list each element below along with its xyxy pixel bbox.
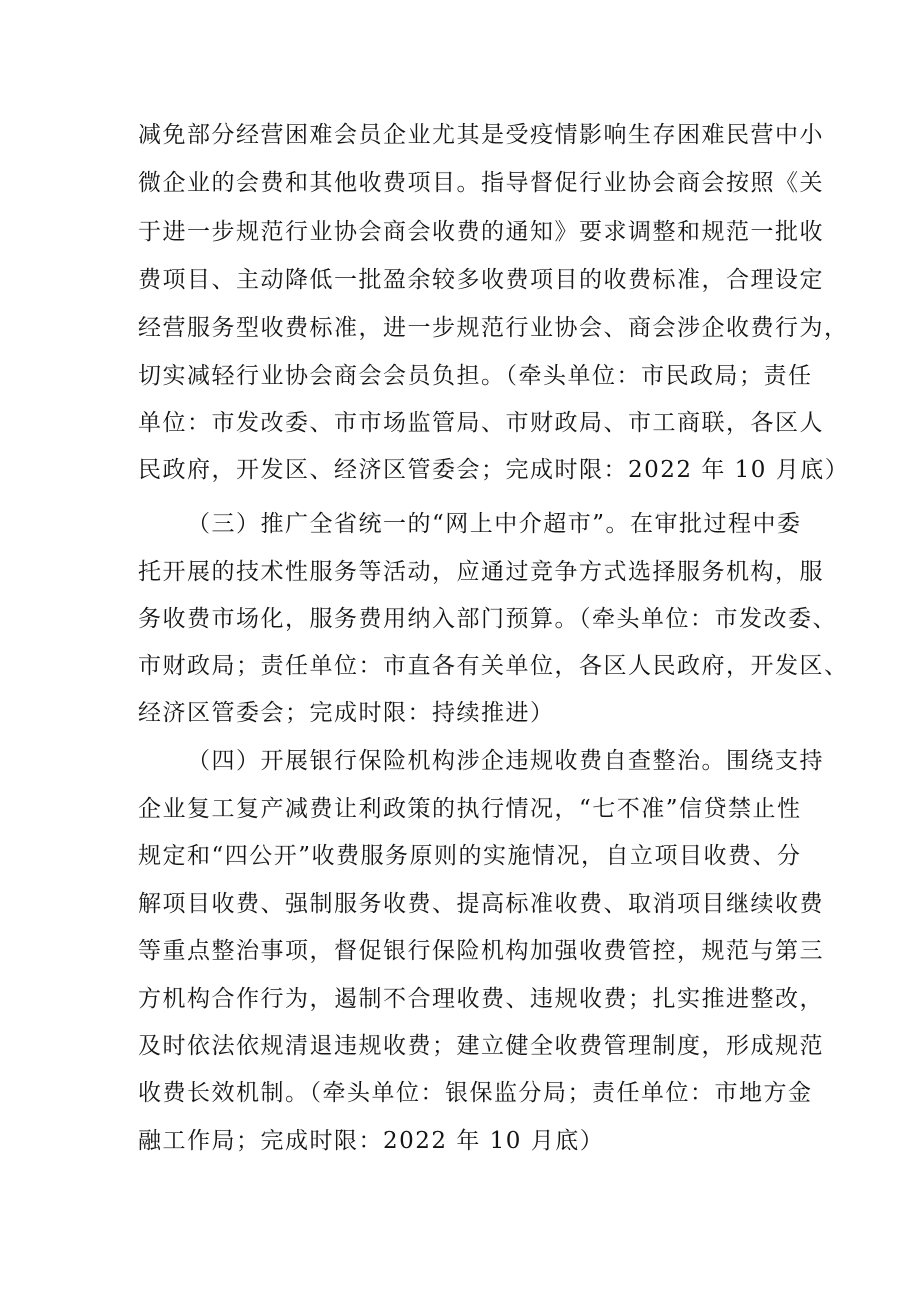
paragraph-line: 企业复工复产减费让利政策的执行情况，“七不准”信贷禁止性: [138, 796, 802, 822]
paragraph-line: 务收费市场化，服务费用纳入部门预算。（牵头单位：市发改委、: [138, 606, 837, 632]
paragraph-line: 市财政局；责任单位：市直各有关单位，各区人民政府，开发区、: [138, 653, 849, 679]
paragraph-line: 经济区管委会；完成时限：持续推进）: [138, 700, 555, 726]
paragraph-line: 规定和“四公开”收费服务原则的实施情况，自立项目收费、分: [138, 843, 802, 869]
section-heading-line: （三）推广全省统一的“网上中介超市”。在审批过程中委: [187, 511, 802, 537]
paragraph-line: 解项目收费、强制服务收费、提高标准收费、取消项目继续收费: [138, 891, 824, 917]
paragraph-line: 等重点整治事项，督促银行保险机构加强收费管控，规范与第三: [138, 938, 824, 964]
paragraph-line: 托开展的技术性服务等活动，应通过竞争方式选择服务机构，服: [138, 559, 824, 585]
paragraph-line: 融工作局；完成时限：2022 年 10 月底）: [138, 1128, 605, 1154]
paragraph-line: 及时依法依规清退违规收费；建立健全收费管理制度，形成规范: [138, 1033, 824, 1059]
paragraph-line: 微企业的会费和其他收费项目。指导督促行业协会商会按照《关: [138, 170, 824, 196]
paragraph-line: 费项目、主动降低一批盈余较多收费项目的收费标准，合理设定: [138, 267, 824, 293]
paragraph-line: 收费长效机制。（牵头单位：银保监分局；责任单位：市地方金: [138, 1080, 813, 1106]
paragraph-line: 方机构合作行为，遏制不合理收费、违规收费；扎实推进整改，: [138, 986, 824, 1012]
paragraph-line: 经营服务型收费标准，进一步规范行业协会、商会涉企收费行为，: [138, 315, 849, 341]
section-heading-line: （四）开展银行保险机构涉企违规收费自查整治。围绕支持: [187, 748, 824, 774]
paragraph-line: 减免部分经营困难会员企业尤其是受疫情影响生存困难民营中小: [138, 122, 824, 148]
paragraph-line: 民政府，开发区、经济区管委会；完成时限：2022 年 10 月底）: [138, 457, 850, 483]
paragraph-line: 单位：市发改委、市市场监管局、市财政局、市工商联，各区人: [138, 410, 824, 436]
paragraph-line: 于进一步规范行业协会商会收费的通知》要求调整和规范一批收: [138, 219, 824, 245]
paragraph-line: 切实减轻行业协会商会会员负担。（牵头单位：市民政局；责任: [138, 363, 813, 389]
